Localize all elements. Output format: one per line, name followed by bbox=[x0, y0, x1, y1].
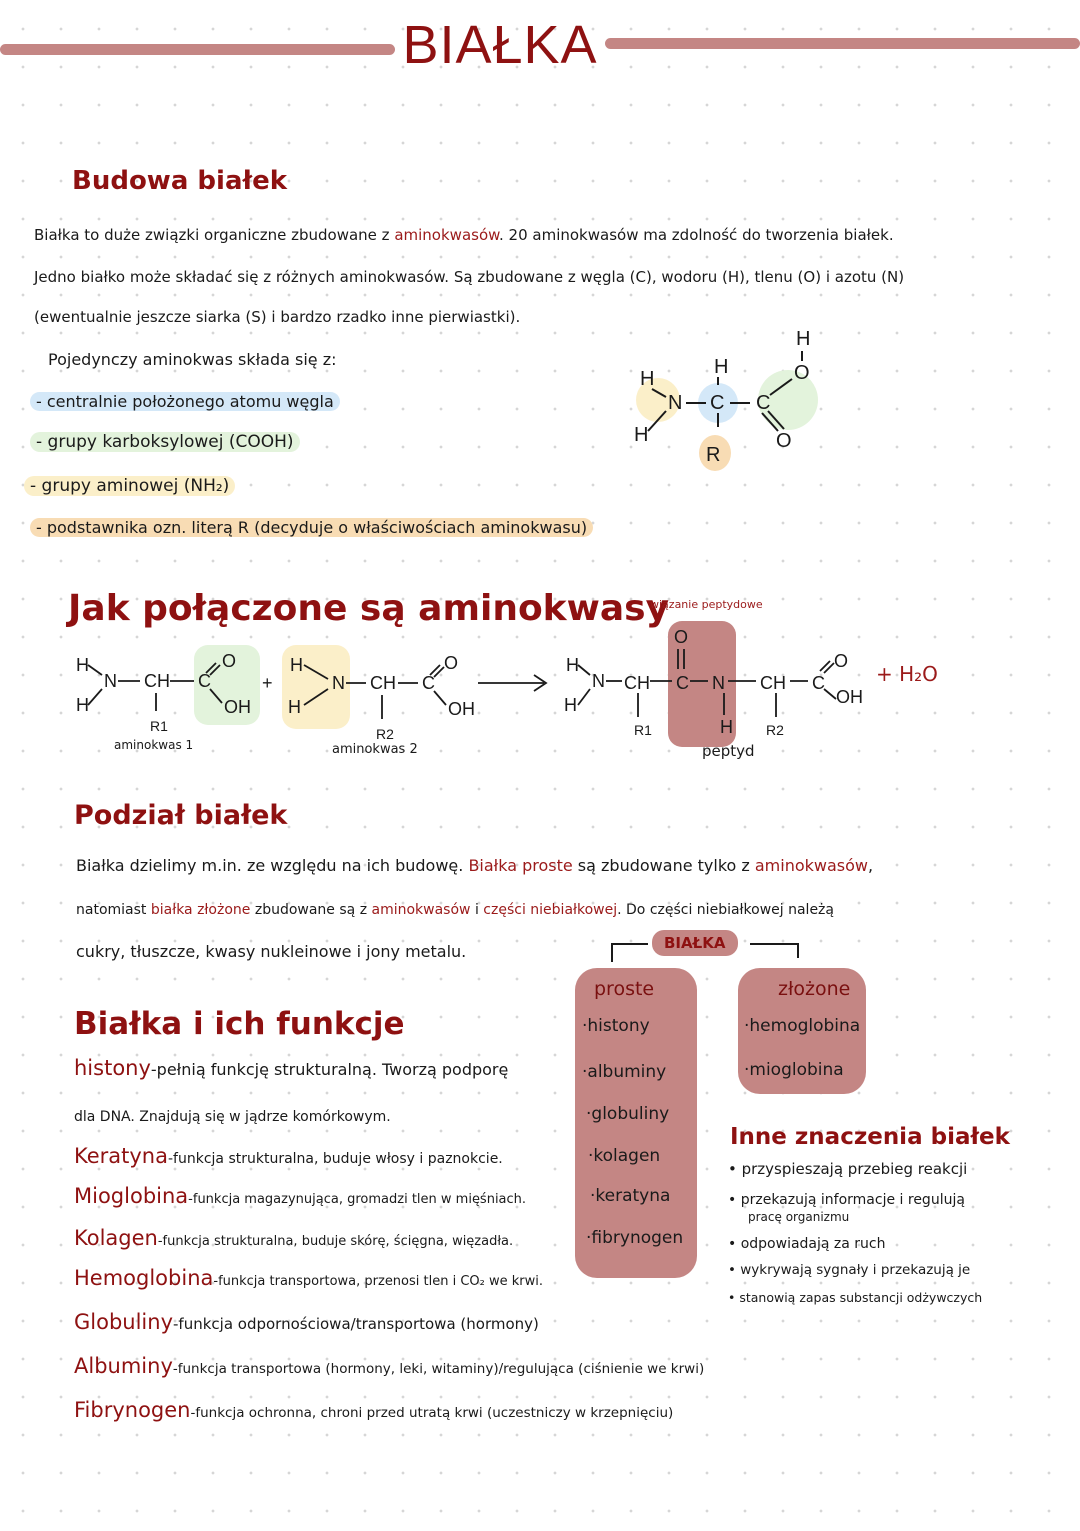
svg-text:C: C bbox=[198, 671, 211, 691]
svg-text:R1: R1 bbox=[150, 718, 168, 734]
budowa-intro: Pojedynczy aminokwas składa się z: bbox=[48, 350, 337, 369]
title-rule-left bbox=[0, 44, 395, 55]
podzial-line-2-mid: zbudowane są z bbox=[250, 902, 372, 918]
svg-text:R2: R2 bbox=[766, 722, 784, 738]
budowa-item-2 bbox=[30, 432, 300, 452]
svg-text:C: C bbox=[422, 673, 435, 693]
podzial-line-2-mid2: i bbox=[470, 902, 484, 918]
function-desc: -funkcja strukturalna, buduje skórę, ścięgna, więzadła. bbox=[157, 1234, 514, 1249]
svg-text:N: N bbox=[712, 673, 725, 693]
function-name: Mioglobina bbox=[74, 1184, 189, 1208]
budowa-item-2-text: - grupy karboksylowej (COOH) bbox=[30, 432, 300, 452]
budowa-item-3-text: - grupy aminowej (NH₂) bbox=[24, 476, 235, 496]
function-row bbox=[74, 1056, 508, 1080]
svg-text:OH: OH bbox=[836, 687, 863, 707]
page-title: BIAŁKA bbox=[402, 15, 598, 75]
tree-proste-item: ·globuliny bbox=[586, 1104, 670, 1124]
svg-text:O: O bbox=[222, 651, 237, 671]
svg-text:C: C bbox=[676, 673, 689, 693]
svg-text:H: H bbox=[76, 695, 89, 715]
heading-podzial: Podział białek bbox=[74, 800, 288, 831]
function-row bbox=[74, 1266, 543, 1290]
podzial-line-2-em2: aminokwasów bbox=[371, 902, 471, 918]
function-desc: -funkcja transportowa (hormony, leki, witaminy)/regulująca (ciśnienie we krwi) bbox=[172, 1361, 705, 1377]
heading-funkcje: Białka i ich funkcje bbox=[74, 1006, 405, 1042]
budowa-line-1-pre: Białka to duże związki organiczne zbudowane z bbox=[34, 226, 395, 244]
svg-text:O: O bbox=[444, 653, 459, 673]
function-desc: -funkcja transportowa, przenosi tlen i CO₂ we krwi. bbox=[213, 1274, 544, 1289]
budowa-line-1-em: aminokwasów bbox=[394, 226, 500, 244]
tree-zlozone-label: złożone bbox=[778, 978, 851, 1000]
tree-zlozone-item: ·mioglobina bbox=[744, 1060, 844, 1080]
svg-text:C: C bbox=[710, 392, 725, 414]
inne-item: • wykrywają sygnały i przekazują je bbox=[728, 1262, 971, 1278]
podzial-line-1-em2: aminokwasów bbox=[754, 856, 869, 875]
svg-text:O: O bbox=[834, 651, 849, 671]
function-desc: dla DNA. Znajdują się w jądrze komórkowym. bbox=[74, 1109, 391, 1125]
svg-text:H: H bbox=[76, 655, 89, 675]
podzial-line-1-pre: Białka dzielimy m.in. ze względu na ich budowę. bbox=[76, 856, 469, 875]
function-row bbox=[74, 1310, 539, 1334]
function-desc: -funkcja ochronna, chroni przed utratą krwi (uczestniczy w krzepnięciu) bbox=[190, 1405, 674, 1421]
svg-text:H: H bbox=[720, 717, 733, 737]
tree-proste-item: ·albuminy bbox=[582, 1062, 667, 1082]
function-name: Fibrynogen bbox=[74, 1398, 191, 1422]
peptide-reaction-diagram bbox=[60, 615, 1020, 760]
svg-text:CH: CH bbox=[760, 673, 786, 693]
podzial-line-1-mid: są zbudowane tylko z bbox=[572, 856, 755, 875]
svg-text:N: N bbox=[332, 673, 345, 693]
label-aminokwas-2: aminokwas 2 bbox=[332, 742, 418, 757]
svg-text:H: H bbox=[564, 695, 577, 715]
amino-acid-structure bbox=[610, 315, 840, 485]
function-name: Albuminy bbox=[74, 1354, 173, 1378]
svg-text:H: H bbox=[796, 328, 811, 350]
inne-item: • odpowiadają za ruch bbox=[728, 1236, 886, 1252]
svg-text:H: H bbox=[290, 655, 303, 675]
budowa-item-1 bbox=[30, 392, 340, 411]
podzial-line-2-post: . Do części niebiałkowej należą bbox=[617, 902, 834, 918]
function-desc: -funkcja strukturalna, buduje włosy i paznokcie. bbox=[168, 1151, 503, 1167]
function-desc: -funkcja magazynująca, gromadzi tlen w mięśniach. bbox=[188, 1192, 527, 1207]
podzial-line-2 bbox=[76, 902, 834, 918]
tree-proste-label: proste bbox=[594, 978, 655, 1000]
function-row bbox=[74, 1398, 673, 1422]
budowa-item-4 bbox=[30, 518, 593, 537]
label-peptyd: peptyd bbox=[702, 742, 755, 760]
svg-text:H: H bbox=[640, 368, 655, 390]
function-row bbox=[74, 1102, 391, 1126]
bond-label: wiązanie peptydowe bbox=[650, 598, 763, 611]
heading-jak: Jak połączone są aminokwasy bbox=[68, 588, 670, 629]
tree-root bbox=[652, 930, 738, 956]
podzial-line-2-em1: białka złożone bbox=[150, 902, 251, 918]
svg-text:CH: CH bbox=[624, 673, 650, 693]
podzial-line-1 bbox=[76, 856, 873, 875]
svg-text:H: H bbox=[566, 655, 579, 675]
function-row bbox=[74, 1226, 513, 1250]
svg-text:O: O bbox=[674, 627, 689, 647]
function-row bbox=[74, 1354, 704, 1378]
svg-text:R1: R1 bbox=[634, 722, 652, 738]
tree-root-label: BIAŁKA bbox=[664, 934, 726, 952]
budowa-line-3: (ewentualnie jeszcze siarka (S) i bardzo rzadko inne pierwiastki). bbox=[34, 308, 521, 326]
svg-text:CH: CH bbox=[370, 673, 396, 693]
function-row bbox=[74, 1144, 503, 1168]
function-name: histony bbox=[74, 1056, 151, 1080]
budowa-line-1-post: . 20 aminokwasów ma zdolność do tworzenia białek. bbox=[499, 226, 894, 244]
tree-proste-item: ·kolagen bbox=[588, 1146, 661, 1166]
inne-item: • stanowią zapas substancji odżywczych bbox=[728, 1290, 983, 1305]
budowa-item-3 bbox=[24, 476, 235, 496]
svg-text:N: N bbox=[668, 392, 683, 414]
budowa-line-1 bbox=[34, 226, 894, 244]
function-name: Hemoglobina bbox=[74, 1266, 214, 1290]
svg-text:R: R bbox=[706, 444, 721, 466]
podzial-line-1-em1: Białka proste bbox=[468, 856, 573, 875]
function-name: Keratyna bbox=[74, 1144, 168, 1168]
svg-text:N: N bbox=[104, 671, 117, 691]
tree-proste-item: ·histony bbox=[582, 1016, 650, 1036]
function-name: Globuliny bbox=[74, 1310, 174, 1334]
budowa-item-4-text: - podstawnika ozn. literą R (decyduje o właściwościach aminokwasu) bbox=[30, 518, 593, 537]
water-label: + H₂O bbox=[876, 662, 938, 686]
svg-text:OH: OH bbox=[224, 697, 251, 717]
svg-text:H: H bbox=[714, 356, 729, 378]
podzial-line-1-post: , bbox=[868, 856, 874, 875]
svg-text:N: N bbox=[592, 671, 605, 691]
function-desc: -funkcja odpornościowa/transportowa (hormony) bbox=[173, 1315, 539, 1333]
svg-text:OH: OH bbox=[448, 699, 475, 719]
podzial-line-3: cukry, tłuszcze, kwasy nukleinowe i jony metalu. bbox=[76, 942, 467, 961]
label-aminokwas-1: aminokwas 1 bbox=[114, 738, 194, 752]
function-desc: -pełnią funkcję strukturalną. Tworzą podporę bbox=[150, 1060, 509, 1079]
svg-text:R2: R2 bbox=[376, 726, 394, 742]
heading-inne: Inne znaczenia białek bbox=[730, 1124, 1010, 1150]
tree-proste-item: ·keratyna bbox=[590, 1186, 671, 1206]
budowa-item-1-text: - centralnie położonego atomu węgla bbox=[30, 392, 340, 411]
svg-text:+: + bbox=[262, 673, 273, 693]
inne-item: • przekazują informacje i regulują bbox=[728, 1192, 965, 1208]
function-row bbox=[74, 1184, 526, 1208]
svg-text:C: C bbox=[812, 673, 825, 693]
tree-zlozone-item: ·hemoglobina bbox=[744, 1016, 861, 1036]
function-name: Kolagen bbox=[74, 1226, 158, 1250]
inne-item: • przyspieszają przebieg reakcji bbox=[728, 1160, 968, 1178]
svg-text:C: C bbox=[756, 392, 771, 414]
title-rule-right bbox=[605, 38, 1080, 49]
svg-text:O: O bbox=[794, 362, 810, 384]
budowa-line-2: Jedno białko może składać się z różnych aminokwasów. Są zbudowane z węgla (C), wodoru (H), tlenu (O) i azotu (N) bbox=[34, 268, 905, 286]
heading-budowa: Budowa białek bbox=[72, 166, 288, 196]
podzial-line-2-pre: natomiast bbox=[76, 902, 151, 918]
svg-text:H: H bbox=[288, 697, 301, 717]
inne-item: pracę organizmu bbox=[748, 1210, 850, 1224]
svg-text:H: H bbox=[634, 424, 649, 446]
tree-proste-item: ·fibrynogen bbox=[586, 1228, 684, 1248]
svg-text:O: O bbox=[776, 430, 792, 452]
svg-text:CH: CH bbox=[144, 671, 170, 691]
podzial-line-2-em3: części niebiałkowej bbox=[483, 902, 618, 918]
